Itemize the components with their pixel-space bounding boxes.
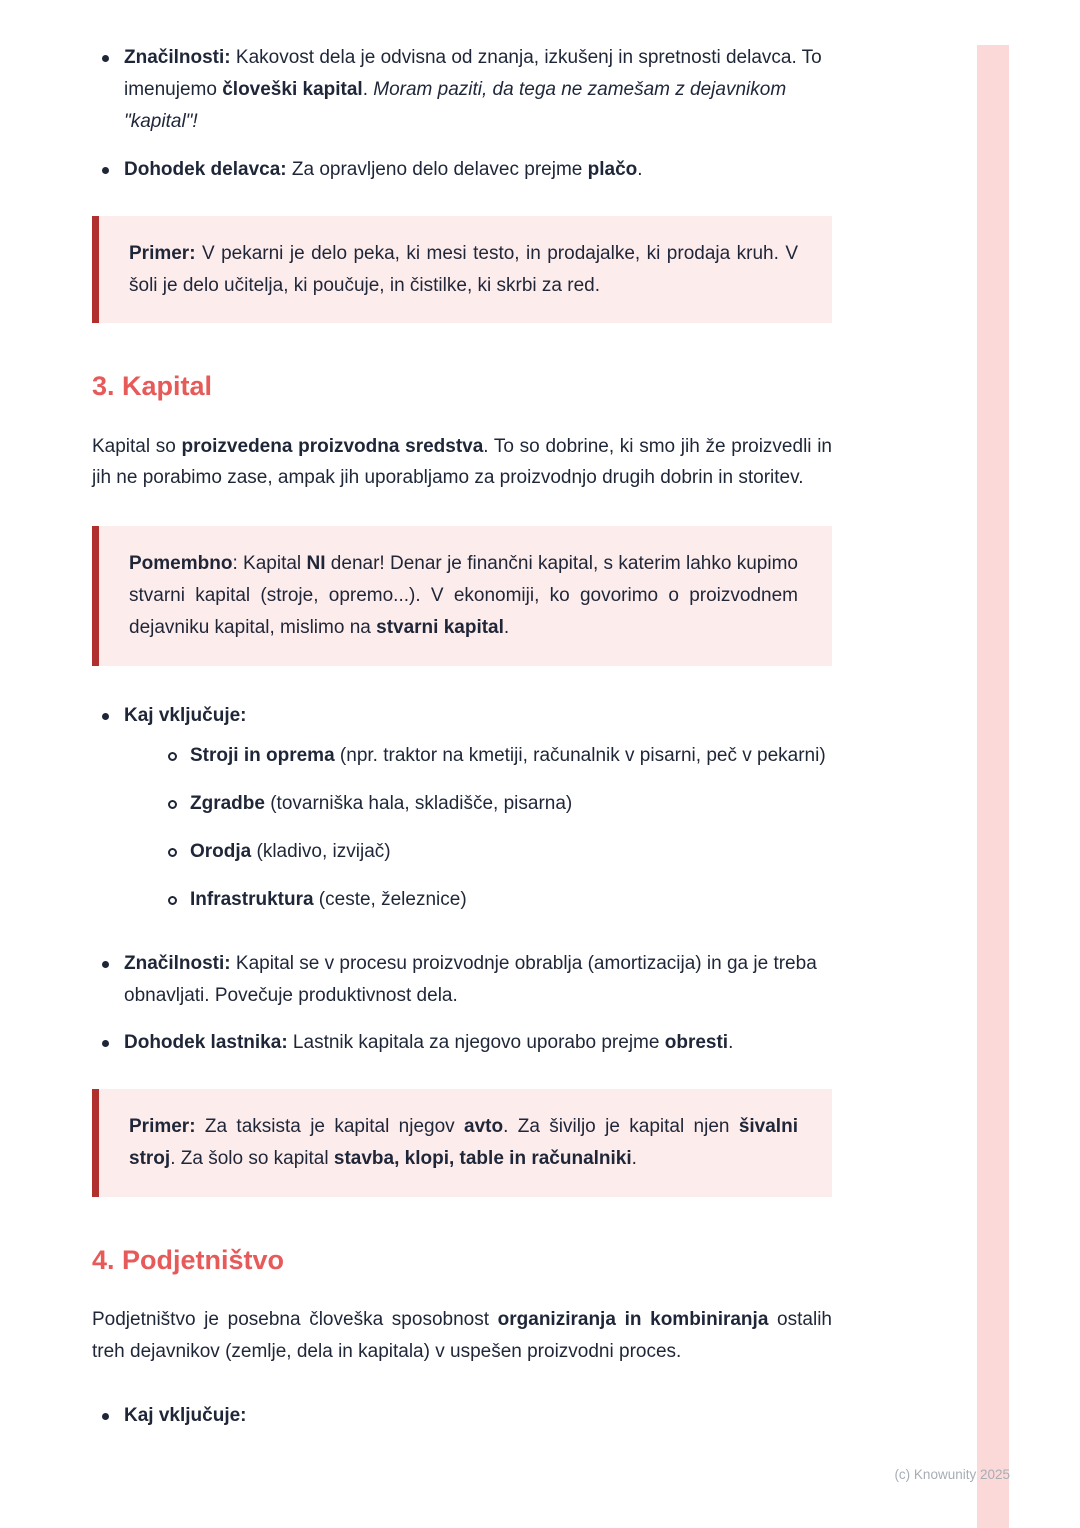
text-run: Kakovost dela je odvisna od znanja, izkušenj in spretnosti delavca. To imenujemo — [124, 47, 822, 100]
text-run: . Za šolo so kapital — [170, 1148, 334, 1170]
text-run: ostalih treh dejavnikov (zemlje, dela in kapitala) v uspešen proizvodni proces. — [92, 1309, 832, 1363]
text-run: denar! Denar je finančni kapital, s katerim lahko kupimo stvarni kapital (stroje, opremo...). V ekonomiji, ko govorimo o proizvodnem dejavniku kapital, mislimo na — [129, 553, 798, 639]
sublist-item-text — [190, 788, 832, 820]
callout-label: Primer: — [129, 1116, 196, 1138]
page-content — [92, 42, 832, 1448]
text-run: V pekarni je delo peka, ki mesi testo, in prodajalke, ki prodaja kruh. V šoli je delo učitelja, ki poučuje, in čistilke, ki skrbi za red. — [129, 242, 798, 296]
bold-term: človeški kapital — [222, 78, 363, 100]
callout-text — [129, 238, 798, 302]
text-run: . — [728, 1032, 734, 1054]
bold-term: Zgradbe — [190, 792, 265, 814]
bold-term: Infrastruktura — [190, 888, 314, 910]
bullet-icon — [102, 961, 109, 968]
section-heading-kapital: 3. Kapital — [92, 371, 213, 402]
term-label: Značilnosti: — [124, 47, 231, 68]
term-label: Dohodek delavca: — [124, 158, 287, 180]
list-item — [92, 948, 832, 1012]
circle-bullet-icon — [168, 896, 177, 905]
list-item-text — [124, 1400, 832, 1432]
sublist-item-text — [190, 884, 832, 916]
work-bullet-list — [92, 42, 832, 186]
term-label: Značilnosti: — [124, 952, 231, 974]
text-run: Kapital se v procesu proizvodnje obrablja (amortizacija) in ga je treba obnavljati. Povečuje produktivnost dela. — [124, 952, 817, 1006]
text-run: (tovarniška hala, skladišče, pisarna) — [264, 792, 573, 814]
sublist-item-text — [190, 836, 832, 868]
list-item — [92, 1400, 832, 1432]
list-item-text — [124, 700, 832, 932]
bullet-icon — [102, 713, 109, 720]
copyright-note: (c) Knowunity 2025 — [894, 1467, 1010, 1482]
bullet-icon — [102, 55, 109, 62]
bold-term: Stroji in oprema — [190, 744, 335, 766]
text-run: . — [503, 617, 510, 639]
bullet-icon — [102, 1040, 109, 1047]
important-callout-kapital — [92, 526, 832, 666]
callout-label: Pomembno — [129, 553, 233, 575]
text-run: (ceste, železnice) — [313, 888, 467, 910]
bold-term: obresti — [664, 1032, 729, 1054]
text-run: . — [362, 78, 374, 100]
text-run: Podjetništvo je posebna človeška sposobnost — [92, 1309, 498, 1331]
text-run: Lastnik kapitala za njegovo uporabo prejme — [287, 1032, 665, 1054]
bold-term: Orodja — [190, 840, 252, 862]
sublist-item-text — [190, 740, 832, 772]
list-item-text — [124, 1027, 832, 1059]
list-item — [92, 42, 832, 138]
podjetnistvo-intro-paragraph — [92, 1304, 832, 1368]
list-item — [92, 154, 832, 186]
text-run: Kapital so — [92, 435, 182, 457]
side-accent-stripe — [977, 45, 1009, 1528]
callout-text — [129, 548, 798, 644]
sublist-item — [124, 836, 832, 868]
example-callout-delo — [92, 216, 832, 324]
bold-term: plačo — [587, 158, 638, 180]
text-run: . To so dobrine, ki smo jih že proizvedli in jih ne porabimo zase, ampak jih uporabljamo za proizvodnjo drugih dobrin in storitev. — [92, 435, 832, 489]
term-label: Kaj vključuje: — [124, 705, 247, 727]
bullet-icon — [102, 167, 109, 174]
list-item — [92, 700, 832, 932]
circle-bullet-icon — [168, 800, 177, 809]
circle-bullet-icon — [168, 848, 177, 857]
bullet-icon — [102, 1413, 109, 1420]
circle-bullet-icon — [168, 752, 177, 761]
bold-term: proizvedena proizvodna sredstva — [181, 435, 484, 457]
text-run: . — [631, 1148, 637, 1170]
list-item-text — [124, 42, 832, 138]
sublist-item — [124, 788, 832, 820]
text-run: (npr. traktor na kmetiji, računalnik v pisarni, peč v pekarni) — [334, 744, 826, 766]
bold-term: stavba, klopi, table in računalniki — [333, 1148, 632, 1170]
text-run: Za taksista je kapital njegov — [195, 1116, 465, 1138]
text-run: (kladivo, izvijač) — [251, 840, 391, 862]
text-run: . — [637, 158, 643, 180]
section-heading-podjetnistvo: 4. Podjetništvo — [92, 1245, 285, 1276]
bold-term: avto — [464, 1116, 504, 1138]
text-run: : Kapital — [232, 553, 307, 575]
list-item — [92, 1027, 832, 1059]
bold-term: NI — [306, 553, 326, 575]
podjetnistvo-bullet-list — [92, 1400, 832, 1432]
term-label: Kaj vključuje: — [124, 1405, 247, 1427]
italic-note: Moram paziti, da tega ne zamešam z dejavnikom "kapital"! — [124, 78, 787, 132]
kapital-bullet-list — [92, 700, 832, 1059]
text-run: Za opravljeno delo delavec prejme — [286, 158, 588, 180]
callout-text — [129, 1111, 798, 1175]
bold-term: organiziranja in kombiniranja — [497, 1309, 769, 1331]
callout-label: Primer: — [129, 242, 196, 264]
list-item-text — [124, 948, 832, 1012]
sublist-item — [124, 740, 832, 772]
text-run: . Za šiviljo je kapital njen — [503, 1116, 739, 1138]
bold-term: stvarni kapital — [376, 617, 504, 639]
sublist-item — [124, 884, 832, 916]
kapital-sublist — [124, 740, 832, 916]
example-callout-kapital — [92, 1089, 832, 1197]
bold-term: šivalni stroj — [129, 1116, 798, 1170]
list-item-text — [124, 154, 832, 186]
kapital-intro-paragraph — [92, 431, 832, 495]
term-label: Dohodek lastnika: — [124, 1032, 288, 1054]
